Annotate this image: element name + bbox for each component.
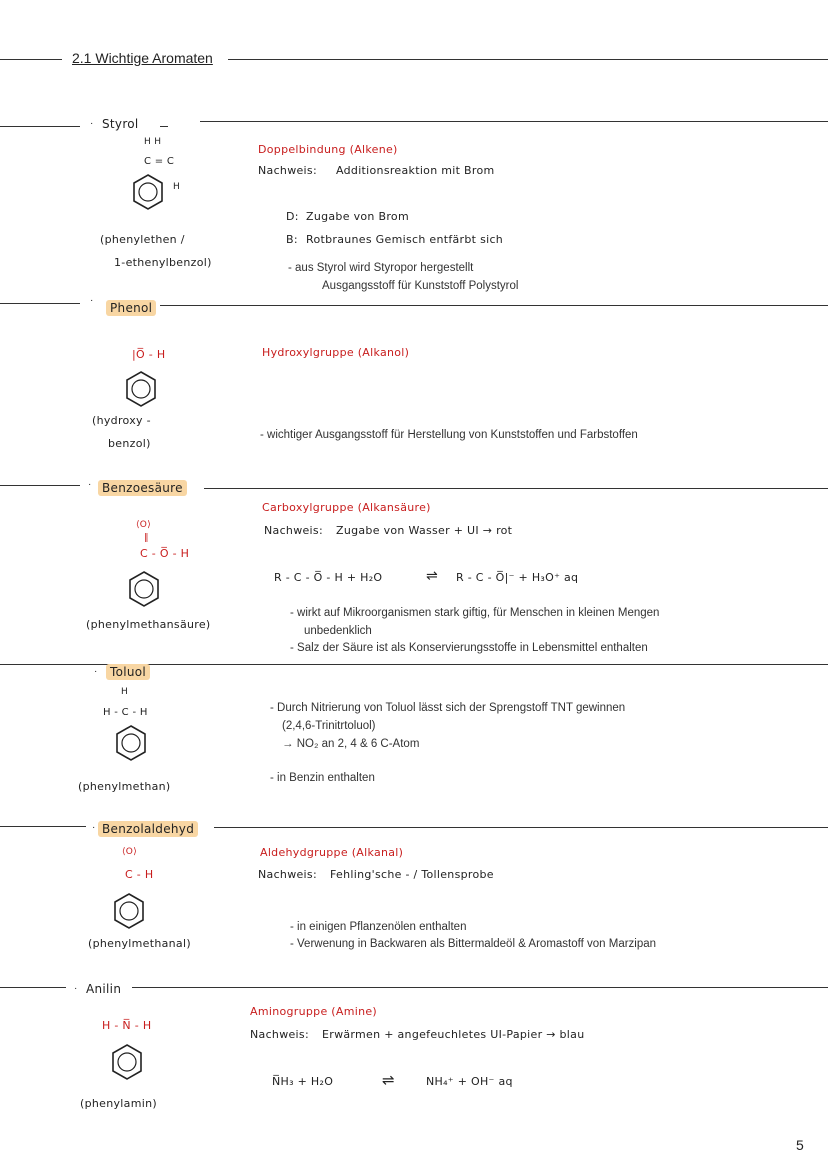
- reaction-equation-right: R - C - O̅|⁻ + H₃O⁺ aq: [456, 571, 579, 584]
- divider: [0, 485, 80, 486]
- synonym: benzol): [108, 437, 151, 450]
- bullet: ·: [94, 666, 98, 677]
- info-text: - wirkt auf Mikroorganismen stark giftig, für Menschen in kleinen Mengen: [290, 607, 660, 619]
- benzene-ring-icon: [127, 570, 161, 608]
- compound-name-benzaldehyd: Benzolaldehyd: [98, 821, 198, 837]
- info-text: - Durch Nitrierung von Toluol lässt sich der Sprengstoff TNT gewinnen: [270, 702, 626, 714]
- header-rule-right: [228, 59, 828, 60]
- compound-name-toluol: Toluol: [106, 664, 150, 680]
- benzene-ring-icon: [131, 173, 165, 211]
- info-text: unbedenklich: [304, 625, 372, 637]
- info-text: - Verwenung in Backwaren als Bittermaldeöl & Aromastoff von Marzipan: [290, 938, 657, 950]
- observation-label: B:: [286, 233, 298, 246]
- divider: [0, 826, 86, 827]
- structure-label: H H: [144, 137, 162, 147]
- reaction-equation-arrow: ⇌: [426, 568, 439, 584]
- synonym: (phenylmethansäure): [86, 618, 211, 631]
- bullet: ·: [92, 822, 96, 833]
- divider: [160, 126, 168, 127]
- functional-group: Hydroxylgruppe (Alkanol): [262, 346, 410, 359]
- synonym: (phenylamin): [80, 1097, 157, 1110]
- synonym: (phenylmethan): [78, 780, 171, 793]
- divider: [160, 305, 828, 306]
- structure-label: ⟨O⟩: [122, 847, 138, 857]
- info-text: → NO₂ an 2, 4 & 6 C-Atom: [282, 738, 420, 750]
- compound-name-phenol: Phenol: [106, 300, 156, 316]
- structure-label: C - H: [125, 868, 154, 881]
- bullet: ·: [74, 983, 78, 994]
- reaction-equation-right: NH₄⁺ + OH⁻ aq: [426, 1075, 513, 1088]
- info-text: - in einigen Pflanzenölen enthalten: [290, 921, 467, 933]
- compound-name-anilin: Anilin: [86, 982, 122, 996]
- reaction-equation-arrow: ⇌: [382, 1071, 395, 1089]
- functional-group: Doppelbindung (Alkene): [258, 143, 398, 156]
- structure-label: ⟨O⟩: [136, 520, 152, 530]
- nachweis-label: Nachweis:: [258, 164, 317, 177]
- divider: [0, 126, 80, 127]
- structure-label: H - C - H: [103, 707, 148, 718]
- info-text: - Salz der Säure ist als Konservierungsstoffe in Lebensmittel enthalten: [290, 642, 648, 654]
- nachweis-label: Nachweis:: [258, 868, 317, 881]
- section-title: 2.1 Wichtige Aromaten: [72, 50, 213, 66]
- divider: [214, 827, 828, 828]
- info-text: - wichtiger Ausgangsstoff für Herstellung von Kunststoffen und Farbstoffen: [260, 429, 638, 441]
- structure-label: |O̅ - H: [132, 348, 166, 361]
- benzene-ring-icon: [110, 1043, 144, 1081]
- synonym: 1-ethenylbenzol): [114, 256, 212, 269]
- observation-text: Zugabe von Brom: [306, 210, 409, 223]
- benzene-ring-icon: [112, 892, 146, 930]
- divider: [132, 987, 828, 988]
- bullet: ·: [90, 118, 94, 129]
- structure-label: ‖: [144, 533, 149, 543]
- structure-label: H: [121, 687, 129, 697]
- nachweis-text: Fehling'sche - / Tollensprobe: [330, 868, 494, 881]
- nachweis-text: Erwärmen + angefeuchletes UI-Papier → blau: [322, 1028, 585, 1041]
- info-text: - aus Styrol wird Styropor hergestellt: [288, 262, 474, 274]
- divider: [0, 987, 66, 988]
- info-text: (2,4,6-Trinitrtoluol): [282, 720, 376, 732]
- info-text: - in Benzin enthalten: [270, 772, 375, 784]
- functional-group: Carboxylgruppe (Alkansäure): [262, 501, 431, 514]
- compound-name-benzoesaeure: Benzoesäure: [98, 480, 187, 496]
- divider: [204, 488, 828, 489]
- header-rule-left: [0, 59, 62, 60]
- nachweis-label: Nachweis:: [250, 1028, 309, 1041]
- divider: [0, 303, 80, 304]
- compound-name-styrol: Styrol: [102, 117, 139, 131]
- synonym: (phenylmethanal): [88, 937, 191, 950]
- structure-label: C = C: [144, 156, 175, 167]
- nachweis-text: Additionsreaktion mit Brom: [336, 164, 495, 177]
- functional-group: Aldehydgruppe (Alkanal): [260, 846, 404, 859]
- functional-group: Aminogruppe (Amine): [250, 1005, 378, 1018]
- nachweis-text: Zugabe von Wasser + UI → rot: [336, 524, 513, 537]
- benzene-ring-icon: [114, 724, 148, 762]
- synonym: (hydroxy -: [92, 414, 151, 427]
- benzene-ring-icon: [124, 370, 158, 408]
- info-text: Ausgangsstoff für Kunststoff Polystyrol: [322, 280, 519, 292]
- nachweis-label: Nachweis:: [264, 524, 323, 537]
- page-number: 5: [796, 1137, 804, 1153]
- reaction-equation-left: R - C - O̅ - H + H₂O: [274, 571, 383, 584]
- reaction-equation-left: N̅H₃ + H₂O: [272, 1075, 334, 1088]
- synonym: (phenylethen /: [100, 233, 185, 246]
- bullet: ·: [90, 295, 94, 306]
- structure-label: C - O̅ - H: [140, 547, 190, 560]
- observation-text: Rotbraunes Gemisch entfärbt sich: [306, 233, 504, 246]
- divider: [200, 121, 828, 122]
- bullet: ·: [88, 479, 92, 490]
- structure-label: H - N̅ - H: [102, 1019, 152, 1032]
- observation-label: D:: [286, 210, 299, 223]
- structure-label: H: [173, 182, 181, 192]
